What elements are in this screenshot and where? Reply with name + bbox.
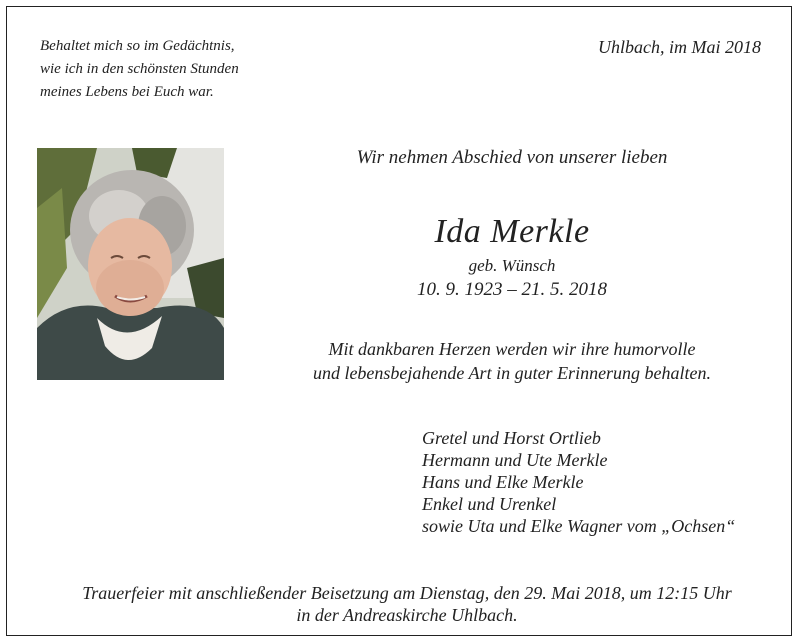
mourner-item: Hermann und Ute Merkle xyxy=(422,450,608,470)
motto-line: wie ich in den schönsten Stunden xyxy=(40,61,239,77)
portrait-illustration xyxy=(37,148,224,380)
motto-line: Behaltet mich so im Gedächtnis, xyxy=(40,38,235,54)
obituary-frame xyxy=(6,6,792,636)
thanks-text xyxy=(247,337,777,385)
born-name: geb. Wünsch xyxy=(468,256,556,275)
mourners-list xyxy=(422,427,735,537)
portrait-photo xyxy=(37,148,224,380)
funeral-line: in der Andreaskirche Uhlbach. xyxy=(296,605,518,625)
motto-quote xyxy=(40,35,280,104)
life-dates: 10. 9. 1923 – 21. 5. 2018 xyxy=(417,279,607,300)
motto-line: meines Lebens bei Euch war. xyxy=(40,84,214,100)
intro-line: Wir nehmen Abschied von unserer lieben xyxy=(356,147,668,168)
mourner-item: Gretel und Horst Ortlieb xyxy=(422,428,601,448)
mourner-item: Hans und Elke Merkle xyxy=(422,472,584,492)
thanks-line: und lebensbejahende Art in guter Erinnerung behalten. xyxy=(312,363,712,383)
funeral-line: Trauerfeier mit anschließender Beisetzung am Dienstag, den 29. Mai 2018, um 12:15 Uhr xyxy=(82,583,732,603)
thanks-line: Mit dankbaren Herzen werden wir ihre humorvolle xyxy=(328,339,696,359)
mourner-item: Enkel und Urenkel xyxy=(422,494,557,514)
place-date: Uhlbach, im Mai 2018 xyxy=(598,37,761,57)
deceased-name: Ida Merkle xyxy=(434,213,590,250)
mourner-item: sowie Uta und Elke Wagner vom „Ochsen“ xyxy=(422,516,736,536)
funeral-info xyxy=(17,582,797,626)
